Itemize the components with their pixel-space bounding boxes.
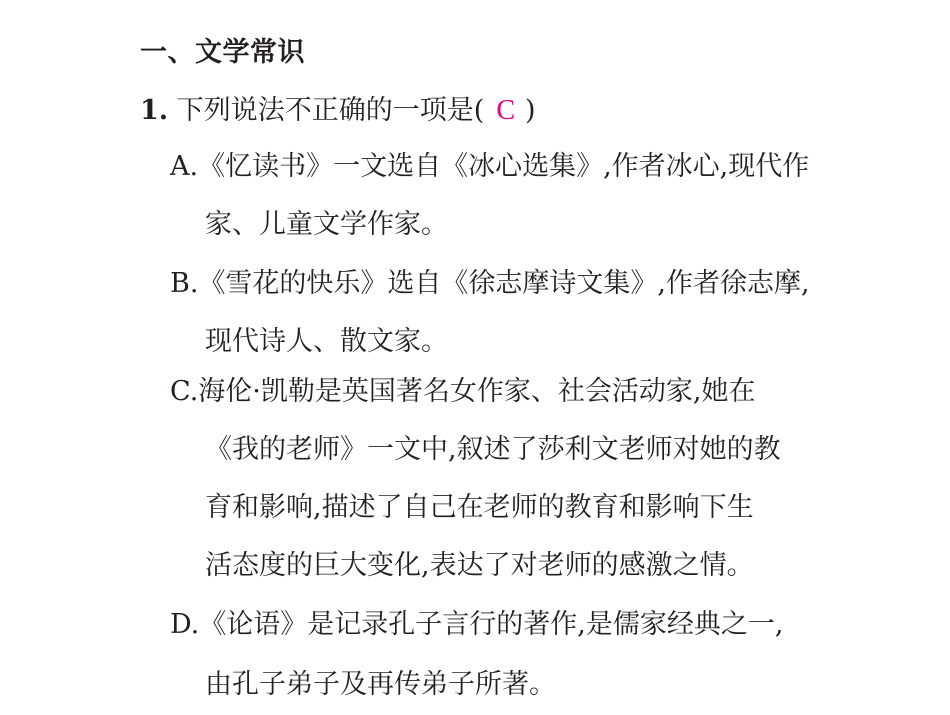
option-b-text-1: 《雪花的快乐》选自《徐志摩诗文集》,作者徐志摩,	[198, 268, 810, 299]
option-d-text-1: 《论语》是记录孔子言行的著作,是儒家经典之一,	[199, 609, 784, 640]
option-b-line-2: 现代诗人、散文家。	[205, 326, 448, 357]
question-text: 下列说法不正确的一项是(	[176, 95, 485, 126]
option-c	[170, 363, 781, 595]
option-a-text-1: 《忆读书》一文选自《冰心选集》,作者冰心,现代作	[198, 151, 810, 182]
question-close-paren: )	[525, 95, 536, 126]
option-c-letter: C.	[170, 376, 199, 407]
question-number: 1.	[140, 95, 169, 126]
option-d-line-1	[170, 595, 783, 655]
option-a-line-2: 家、儿童文学作家。	[205, 209, 448, 240]
option-d-line-2: 由孔子弟子及再传弟子所著。	[205, 669, 556, 700]
question-stem	[140, 88, 536, 134]
option-a-line-1	[170, 138, 809, 196]
option-a-letter: A.	[170, 151, 199, 182]
option-c-line-1	[170, 363, 781, 421]
option-b-letter: B.	[170, 268, 199, 299]
section-title: 一、文学常识	[140, 37, 305, 68]
option-d-letter: D.	[170, 609, 200, 640]
option-c-line-3: 育和影响,描述了自己在老师的教育和影响下生	[205, 492, 754, 523]
option-c-text-1: 海伦·凯勒是英国著名女作家、社会活动家,她在	[198, 376, 756, 407]
option-b-line-1	[170, 255, 810, 313]
option-c-line-2: 《我的老师》一文中,叙述了莎利文老师对她的教	[205, 434, 781, 465]
option-c-line-4: 活态度的巨大变化,表达了对老师的感激之情。	[205, 550, 754, 581]
option-b	[170, 255, 810, 371]
option-d	[170, 595, 783, 715]
option-a	[170, 138, 809, 254]
answer-letter: C	[496, 95, 516, 126]
